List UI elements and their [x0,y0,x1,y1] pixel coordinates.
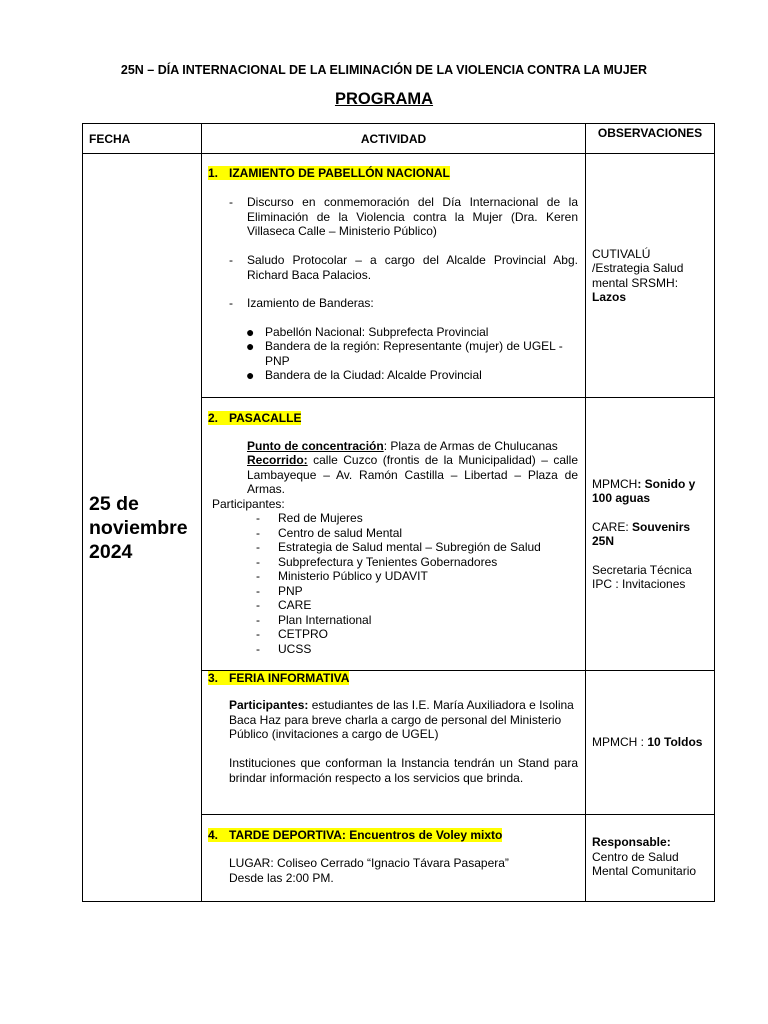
obs-text: Centro de Salud Mental Comunitario [592,849,697,878]
section-heading-2: 2. PASACALLE [208,411,302,425]
participants-list [256,511,578,656]
participant-item: - Ministerio Público y UDAVIT [256,569,428,583]
list-item: - Discurso en conmemoración del Día Internacional de la Eliminación de la Violencia contra la Mujer (Dra. Keren Villaseca Calle – Ministerio Público) [229,195,578,238]
participant-item: - Estrategia de Salud mental – Subregión de Salud [256,540,541,554]
document-title: 25N – DÍA INTERNACIONAL DE LA ELIMINACIÓN DE LA VIOLENCIA CONTRA LA MUJER [120,63,648,77]
participant-item: - Plan International [256,612,372,627]
participants-label: Participantes: [212,497,285,511]
activity-izamiento [202,154,586,398]
feria-institutions: Instituciones que conforman la Instancia tendrán un Stand para brindar información respecto a los servicios que brinda. [229,756,578,785]
column-header-fecha: FECHA [83,124,202,154]
participant-item: - CARE [256,598,312,612]
program-table [82,123,715,902]
obs-text: CUTIVALÚ /Estrategia Salud mental SRSMH: [592,246,684,290]
activity-pasacalle [202,398,586,671]
bullet-item: ● Bandera de la región: Representante (mujer) de UGEL - PNP [246,338,563,368]
column-header-actividad: ACTIVIDAD [202,124,586,154]
route: Recorrido: calle Cuzco (frontis de la Municipalidad) – calle Lambayeque – Av. Ramón Castilla – Libertad – Plaza de Armas. [247,453,578,496]
column-header-observaciones: OBSERVACIONES [586,124,715,154]
list-item: - Saludo Protocolar – a cargo del Alcalde Provincial Abg. Richard Baca Palacios. [229,253,578,282]
obs-bold: Responsable: [592,835,671,849]
date-text: 25 de noviembre 2024 [89,492,188,563]
participant-item: - UCSS [256,641,312,656]
participant-item: - PNP [256,583,303,598]
list-item: - Izamiento de Banderas: [229,296,374,310]
section-heading-1: 1. IZAMIENTO DE PABELLÓN NACIONAL [208,166,450,180]
activity-tarde-deportiva [202,815,586,902]
obs-text: Secretaria Técnica IPC : Invitaciones [592,562,692,591]
date-cell [83,154,202,902]
obs-izamiento [586,154,715,398]
bullet-item: ● Bandera de la Ciudad: Alcalde Provincial [246,367,482,383]
obs-pasacalle: MPMCH: Sonido y 100 aguas CARE: Souvenirs 25N Secretaria Técnica IPC : Invitaciones [586,398,715,671]
meeting-point: Punto de concentración: Plaza de Armas de Chulucanas [247,439,558,453]
document-subtitle: PROGRAMA [334,90,434,108]
sport-location: LUGAR: Coliseo Cerrado “Ignacio Távara Pasapera” [229,856,509,870]
obs-bold: Lazos [592,290,627,304]
participant-item: - Subprefectura y Tenientes Gobernadores [256,554,498,569]
activity-feria [202,671,586,815]
section-heading-3: 3. FERIA INFORMATIVA [208,671,350,685]
feria-participants: Participantes: estudiantes de las I.E. María Auxiliadora e Isolina Baca Haz para breve charla a cargo de personal del Ministerio Público (invitaciones a cargo de UGEL) [229,698,574,741]
participant-item: - Red de Mujeres [256,511,363,525]
participant-item: - CETPRO [256,627,329,641]
sport-time: Desde las 2:00 PM. [229,871,334,885]
participant-item: - Centro de salud Mental [256,525,403,540]
bullet-item: ● Pabellón Nacional: Subprefecta Provincial [246,324,489,340]
obs-feria: MPMCH : 10 Toldos [586,671,715,815]
section-heading-4: 4. TARDE DEPORTIVA: Encuentros de Voley mixto [208,828,503,842]
obs-tarde-deportiva [586,815,715,902]
